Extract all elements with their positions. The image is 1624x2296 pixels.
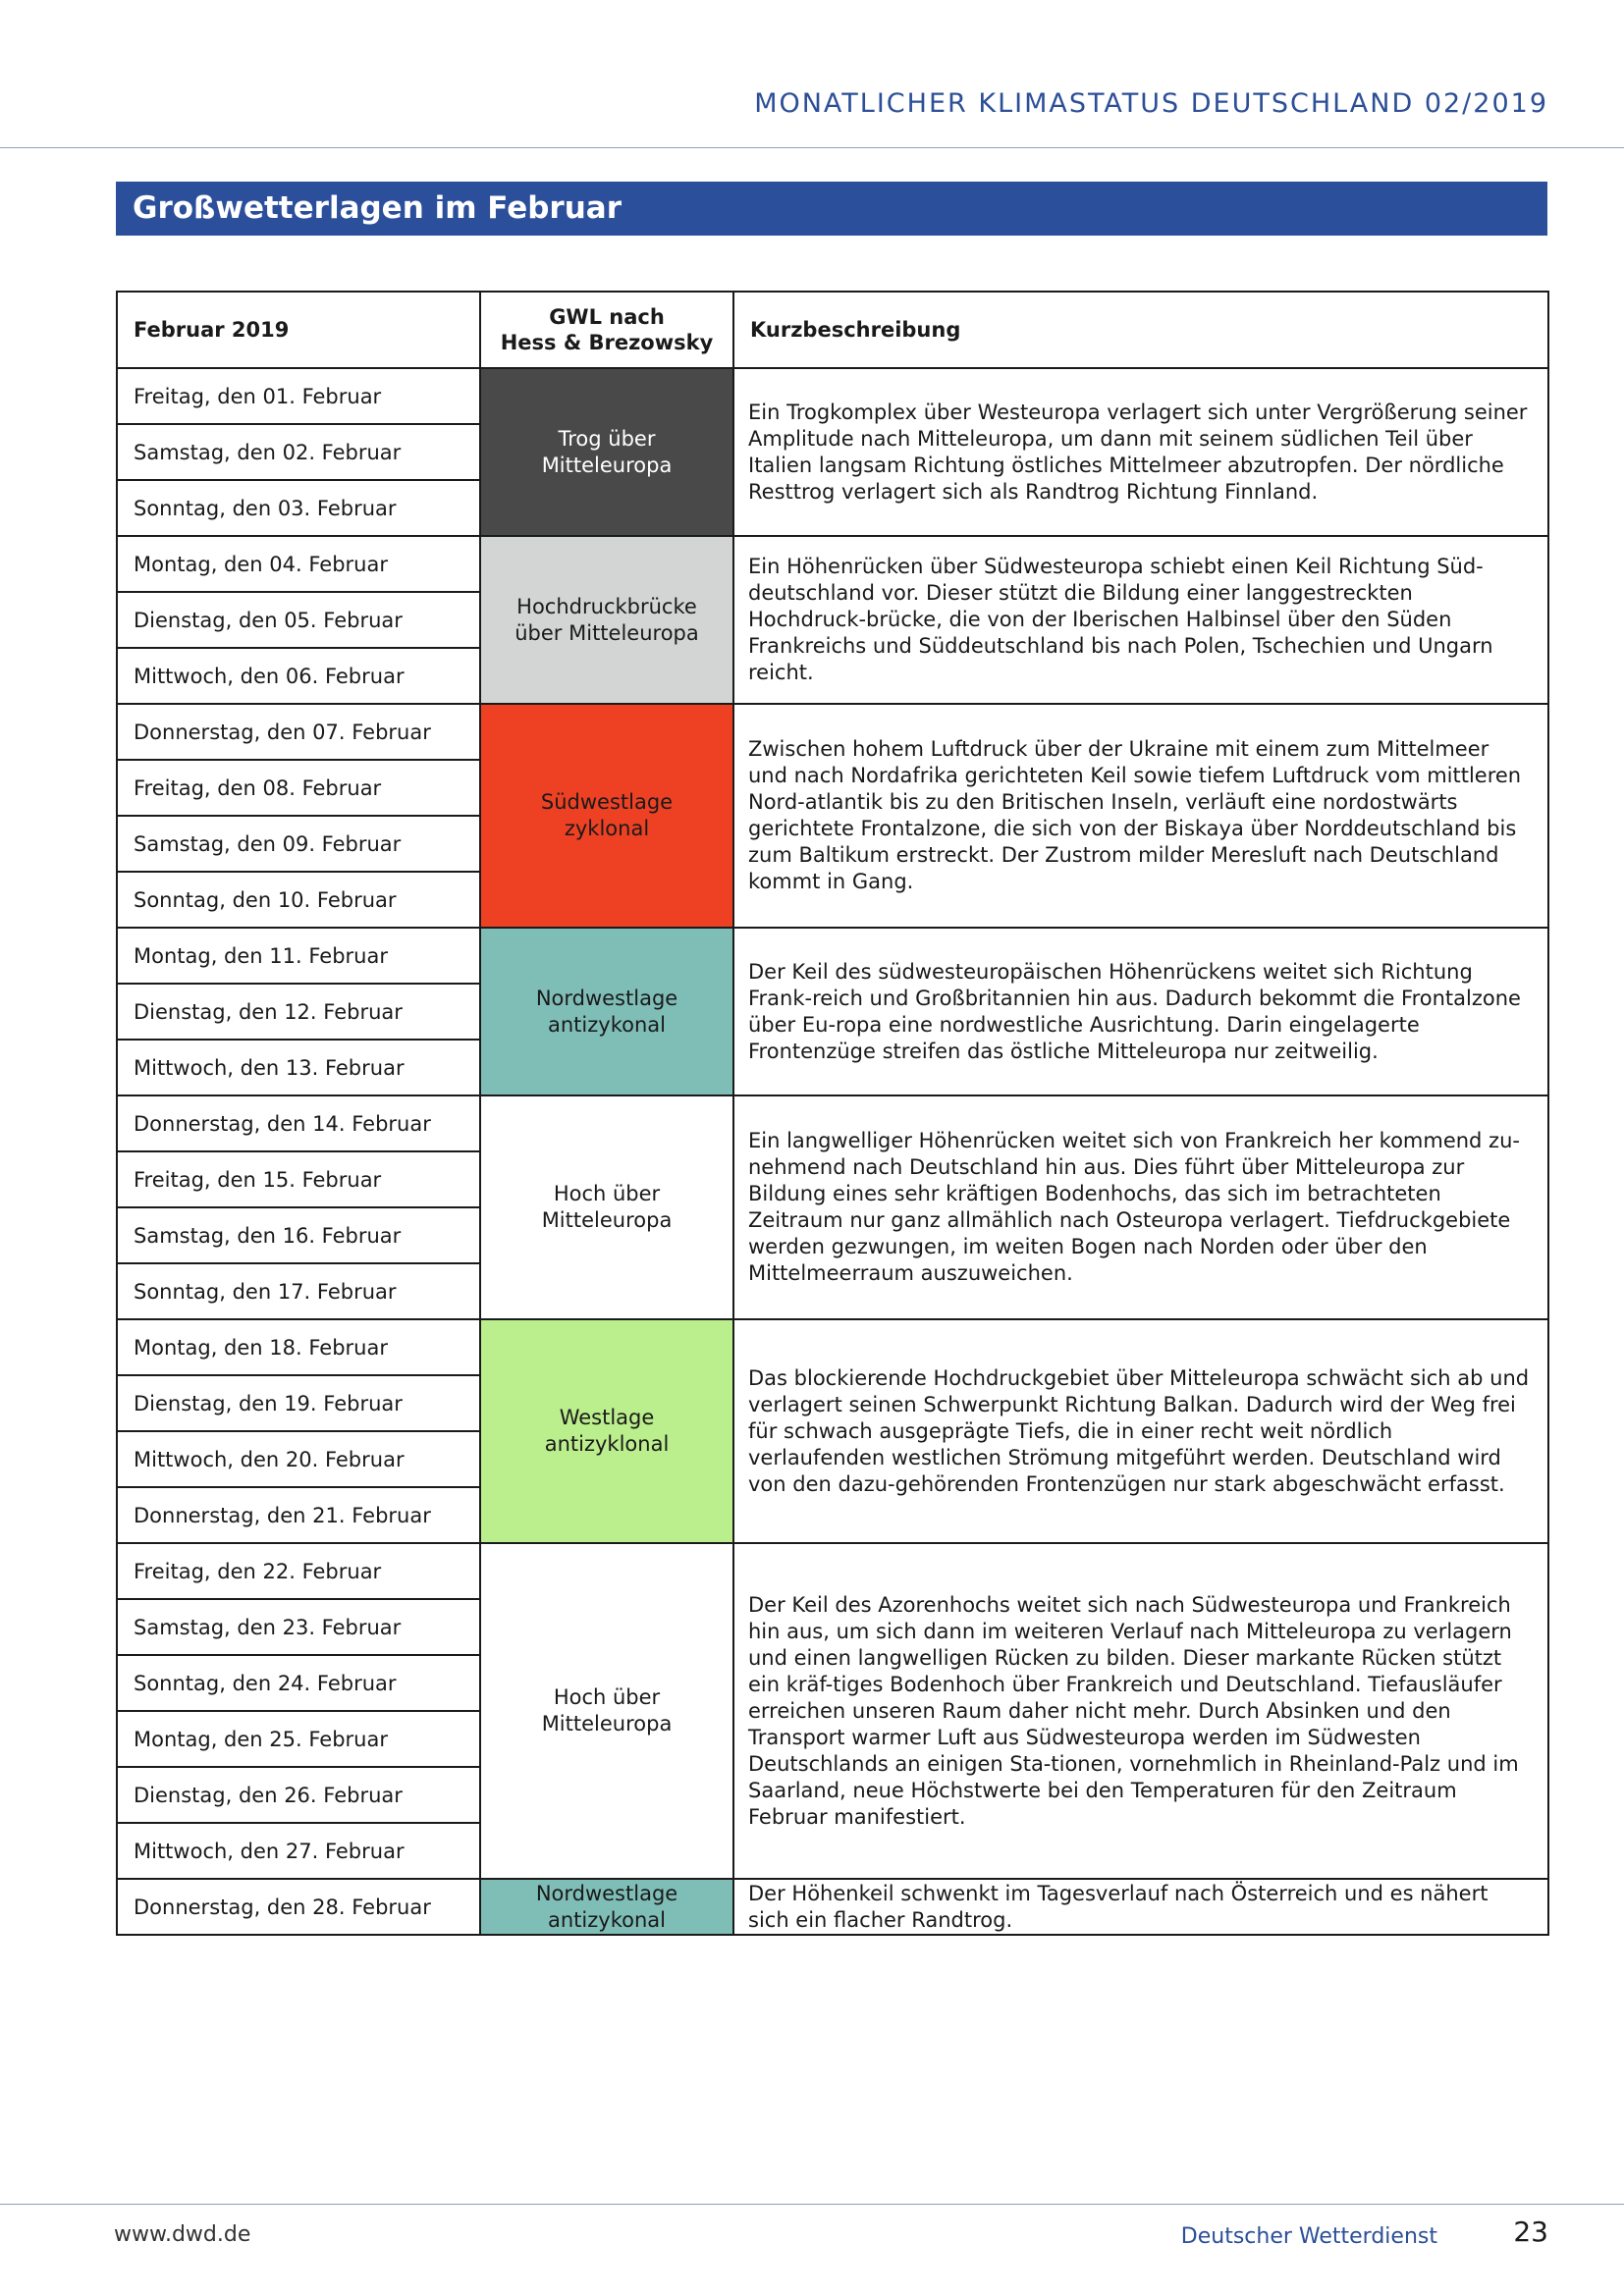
header-date: Februar 2019 bbox=[117, 292, 480, 368]
gwl-label-line2: Mitteleuropa bbox=[541, 453, 673, 477]
day-cell: Donnerstag, den 14. Februar bbox=[117, 1095, 480, 1151]
page-number: 23 bbox=[1513, 2216, 1548, 2248]
header-divider bbox=[0, 147, 1624, 148]
description-cell: Ein langwelliger Höhenrücken weitet sich von Frankreich her kommend zu-nehmend nach Deutschland hin aus. Dies führt über Mitteleuropa zur Bildung eines sehr kräftigen Bodenhochs, das sich im betrachteten Zeitraum nur ganz allmählich nach Osteuropa verlagert. Tiefdruckgebiete werden gezwungen, im weiten Bogen nach Norden oder über den Mittelmeerraum auszuweichen. bbox=[733, 1095, 1548, 1319]
day-cell: Samstag, den 16. Februar bbox=[117, 1207, 480, 1263]
table-row bbox=[117, 1319, 1548, 1375]
gwl-label-line1: Nordwestlage bbox=[535, 986, 678, 1010]
table-row bbox=[117, 1095, 1548, 1151]
description-cell: Der Höhenkeil schwenkt im Tagesverlauf nach Österreich und es nähert sich ein flacher Randtrog. bbox=[733, 1879, 1548, 1935]
day-cell: Sonntag, den 24. Februar bbox=[117, 1655, 480, 1711]
gwl-label-line2: antizyklonal bbox=[544, 1432, 670, 1456]
description-cell: Der Keil des Azorenhochs weitet sich nach Südwesteuropa und Frankreich hin aus, um sich dann im weiteren Verlauf nach Mitteleuropa zu verlagern und einen langwelligen Rücken zu bilden. Dieser markante Rücken stützt ein kräf-tiges Bodenhoch über Frankreich und Deutschland. Tiefausläufer erreichen unseren Raum daher nicht mehr. Durch Absinken und den Transport warmer Luft aus Südwesteuropa werden im Südwesten Deutschlands an einigen Sta-tionen, vornehmlich in Rheinland-Palz und im Saarland, neue Höchstwerte bei den Temperaturen für den Zeitraum Februar manifestiert. bbox=[733, 1543, 1548, 1879]
table-row bbox=[117, 368, 1548, 424]
section-title: Großwetterlagen im Februar bbox=[116, 182, 1547, 236]
day-cell: Freitag, den 08. Februar bbox=[117, 760, 480, 816]
gwl-label-line2: Mitteleuropa bbox=[541, 1712, 673, 1735]
day-cell: Freitag, den 01. Februar bbox=[117, 368, 480, 424]
day-cell: Donnerstag, den 21. Februar bbox=[117, 1487, 480, 1543]
description-cell: Zwischen hohem Luftdruck über der Ukraine mit einem zum Mittelmeer und nach Nordafrika gerichteten Keil sowie tiefem Luftdruck vom mittleren Nord-atlantik bis zu den Britischen Inseln, verläuft eine nordostwärts gerichtete Frontalzone, die sich von der Biskaya über Norddeutschland bis zum Baltikum erstreckt. Der Zustrom milder Meresluft nach Deutschland kommt in Gang. bbox=[733, 704, 1548, 928]
gwl-label-line1: Hoch über bbox=[553, 1182, 661, 1205]
gwl-cell bbox=[480, 1319, 733, 1543]
gwl-label-line2: antizykonal bbox=[548, 1907, 666, 1932]
header-gwl bbox=[480, 292, 733, 368]
header-title: MONATLICHER KLIMASTATUS DEUTSCHLAND 02/2019 bbox=[754, 88, 1548, 119]
gwl-cell bbox=[480, 928, 733, 1095]
day-cell: Dienstag, den 05. Februar bbox=[117, 592, 480, 648]
gwl-cell bbox=[480, 1095, 733, 1319]
table-row bbox=[117, 928, 1548, 984]
footer-url[interactable]: www.dwd.de bbox=[114, 2222, 251, 2247]
day-cell: Samstag, den 23. Februar bbox=[117, 1599, 480, 1655]
day-cell: Mittwoch, den 13. Februar bbox=[117, 1040, 480, 1095]
day-cell: Freitag, den 22. Februar bbox=[117, 1543, 480, 1599]
gwl-label-line2: zyklonal bbox=[564, 817, 650, 840]
gwl-label-line1: Nordwestlage bbox=[535, 1881, 678, 1905]
gwl-cell bbox=[480, 1543, 733, 1879]
gwl-label-line1: Trog über bbox=[558, 426, 656, 451]
header-description: Kurzbeschreibung bbox=[733, 292, 1548, 368]
day-cell: Montag, den 18. Februar bbox=[117, 1319, 480, 1375]
gwl-label-line2: Mitteleuropa bbox=[541, 1208, 673, 1232]
header-gwl-line2: Hess & Brezowsky bbox=[500, 331, 714, 354]
gwl-label-line1: Westlage bbox=[559, 1406, 655, 1429]
gwl-table bbox=[116, 291, 1549, 1936]
day-cell: Montag, den 04. Februar bbox=[117, 536, 480, 592]
table-row bbox=[117, 704, 1548, 760]
footer-divider bbox=[0, 2204, 1624, 2205]
day-cell: Dienstag, den 19. Februar bbox=[117, 1375, 480, 1431]
day-cell: Dienstag, den 26. Februar bbox=[117, 1767, 480, 1823]
day-cell: Donnerstag, den 07. Februar bbox=[117, 704, 480, 760]
gwl-label-line2: antizykonal bbox=[548, 1012, 666, 1037]
description-cell: Ein Trogkomplex über Westeuropa verlagert sich unter Vergrößerung seiner Amplitude nach Mitteleuropa, um dann mit seinem südlichen Teil über Italien langsam Richtung östliches Mittelmeer abzutropfen. Der nördliche Resttrog verlagert sich als Randtrog Richtung Finnland. bbox=[733, 368, 1548, 536]
day-cell: Sonntag, den 17. Februar bbox=[117, 1263, 480, 1319]
gwl-cell bbox=[480, 536, 733, 704]
table-row bbox=[117, 1543, 1548, 1599]
gwl-label-line2: über Mitteleuropa bbox=[514, 620, 699, 645]
day-cell: Mittwoch, den 27. Februar bbox=[117, 1823, 480, 1879]
description-cell: Ein Höhenrücken über Südwesteuropa schiebt einen Keil Richtung Süd-deutschland vor. Dieser stützt die Bildung einer langgestreckten Hochdruck-brücke, die von der Iberischen Halbinsel über den Süden Frankreichs und Süddeutschland bis nach Polen, Tschechien und Ungarn reicht. bbox=[733, 536, 1548, 704]
day-cell: Sonntag, den 03. Februar bbox=[117, 480, 480, 536]
day-cell: Sonntag, den 10. Februar bbox=[117, 872, 480, 928]
day-cell: Montag, den 11. Februar bbox=[117, 928, 480, 984]
gwl-cell bbox=[480, 368, 733, 536]
day-cell: Mittwoch, den 06. Februar bbox=[117, 648, 480, 704]
table-row bbox=[117, 1879, 1548, 1935]
gwl-label-line1: Hochdruckbrücke bbox=[516, 594, 697, 618]
table-row bbox=[117, 536, 1548, 592]
gwl-cell bbox=[480, 704, 733, 928]
day-cell: Donnerstag, den 28. Februar bbox=[117, 1879, 480, 1935]
gwl-cell bbox=[480, 1879, 733, 1935]
footer-organization: Deutscher Wetterdienst bbox=[1180, 2224, 1437, 2249]
description-cell: Der Keil des südwesteuropäischen Höhenrückens weitet sich Richtung Frank-reich und Großbritannien hin aus. Dadurch bekommt die Frontalzone über Eu-ropa eine nordwestliche Ausrichtung. Darin eingelagerte Frontenzüge streifen das östliche Mitteleuropa nur zeitweilig. bbox=[733, 928, 1548, 1095]
day-cell: Samstag, den 09. Februar bbox=[117, 816, 480, 872]
day-cell: Montag, den 25. Februar bbox=[117, 1711, 480, 1767]
day-cell: Mittwoch, den 20. Februar bbox=[117, 1431, 480, 1487]
header-gwl-line1: GWL nach bbox=[549, 305, 665, 329]
table-header-row bbox=[117, 292, 1548, 368]
description-cell: Das blockierende Hochdruckgebiet über Mitteleuropa schwächt sich ab und verlagert seinen Schwerpunkt Richtung Balkan. Dadurch wird der Weg frei für schwach ausgeprägte Tiefs, die in einer recht weit nördlich verlaufenden westlichen Strömung mitgeführt werden. Deutschland wird von den dazu-gehörenden Frontenzügen nur stark abgeschwächt erfasst. bbox=[733, 1319, 1548, 1543]
gwl-label-line1: Südwestlage bbox=[540, 790, 674, 814]
day-cell: Dienstag, den 12. Februar bbox=[117, 984, 480, 1040]
day-cell: Samstag, den 02. Februar bbox=[117, 424, 480, 480]
gwl-label-line1: Hoch über bbox=[553, 1685, 661, 1709]
day-cell: Freitag, den 15. Februar bbox=[117, 1151, 480, 1207]
